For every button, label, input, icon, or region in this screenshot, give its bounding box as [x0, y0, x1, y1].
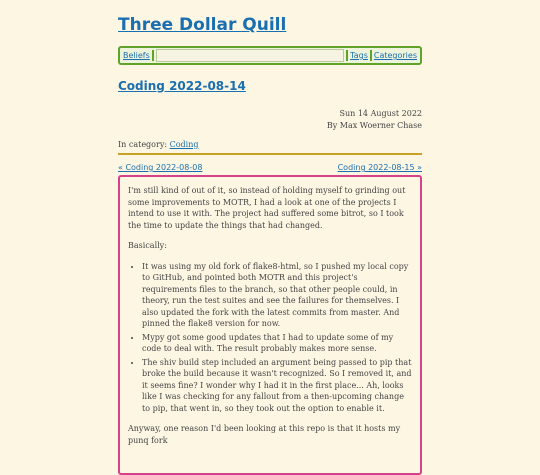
- nav-bar: [118, 46, 422, 65]
- category-link[interactable]: Coding: [169, 140, 199, 149]
- site-title-link[interactable]: Three Dollar Quill: [118, 15, 287, 35]
- list-item: • Mypy got some good updates that I had to update some of my code to deal with. The result probably makes more sense.: [142, 332, 412, 355]
- list-item: • The shiv build step included an argument being passed to pip that broke the build because it wasn't recognized. So I removed it, and it seems fine? I wonder why I had it in the first place... Ah, looks like I was checking for any fallout from a then-upcoming change to pip, that went in, so they took out the option to enable it.: [142, 357, 412, 415]
- next-post-link[interactable]: Coding 2022-08-15 »: [337, 163, 422, 172]
- post-date: Sun 14 August 2022: [339, 109, 422, 118]
- nav-categories-link[interactable]: Categories: [373, 51, 417, 60]
- page: [118, 0, 422, 475]
- post-content: [118, 175, 422, 475]
- prev-post-link[interactable]: « Coding 2022-08-08: [118, 163, 203, 172]
- content-paragraph: I'm still kind of out of it, so instead of holding myself to grinding out some improvements to MOTR, I had a look at one of the projects I intend to use it with. The project had suffered some bitrot, so I took the time to update the things that had changed.: [128, 186, 406, 230]
- content-paragraph: Anyway, one reason I'd been looking at this repo is that it hosts my punq fork: [128, 424, 401, 445]
- pager: [118, 163, 422, 172]
- nav-tags-link[interactable]: Tags: [350, 51, 368, 60]
- list-item: • It was using my old fork of flake8-html, so I pushed my local copy to GitHub, and pointed both MOTR and this project's requirements files to the branch, so that other people could, in theory, run the test suites and see the failures for themselves. I also updated the fork with the latest commits from master. And pinned the flake8 version for now.: [142, 261, 412, 330]
- nav-separator: [152, 50, 154, 61]
- post-title-link[interactable]: Coding 2022-08-14: [118, 79, 246, 93]
- post-author: By Max Woerner Chase: [326, 121, 422, 130]
- post-category: [118, 140, 422, 149]
- post-meta: [118, 108, 422, 132]
- category-prefix: In category:: [118, 140, 168, 149]
- content-paragraph: Basically:: [128, 241, 167, 250]
- nav-spacer: [156, 49, 344, 62]
- divider: [118, 153, 422, 155]
- nav-beliefs-link[interactable]: Beliefs: [123, 51, 150, 60]
- content-list: [128, 261, 412, 415]
